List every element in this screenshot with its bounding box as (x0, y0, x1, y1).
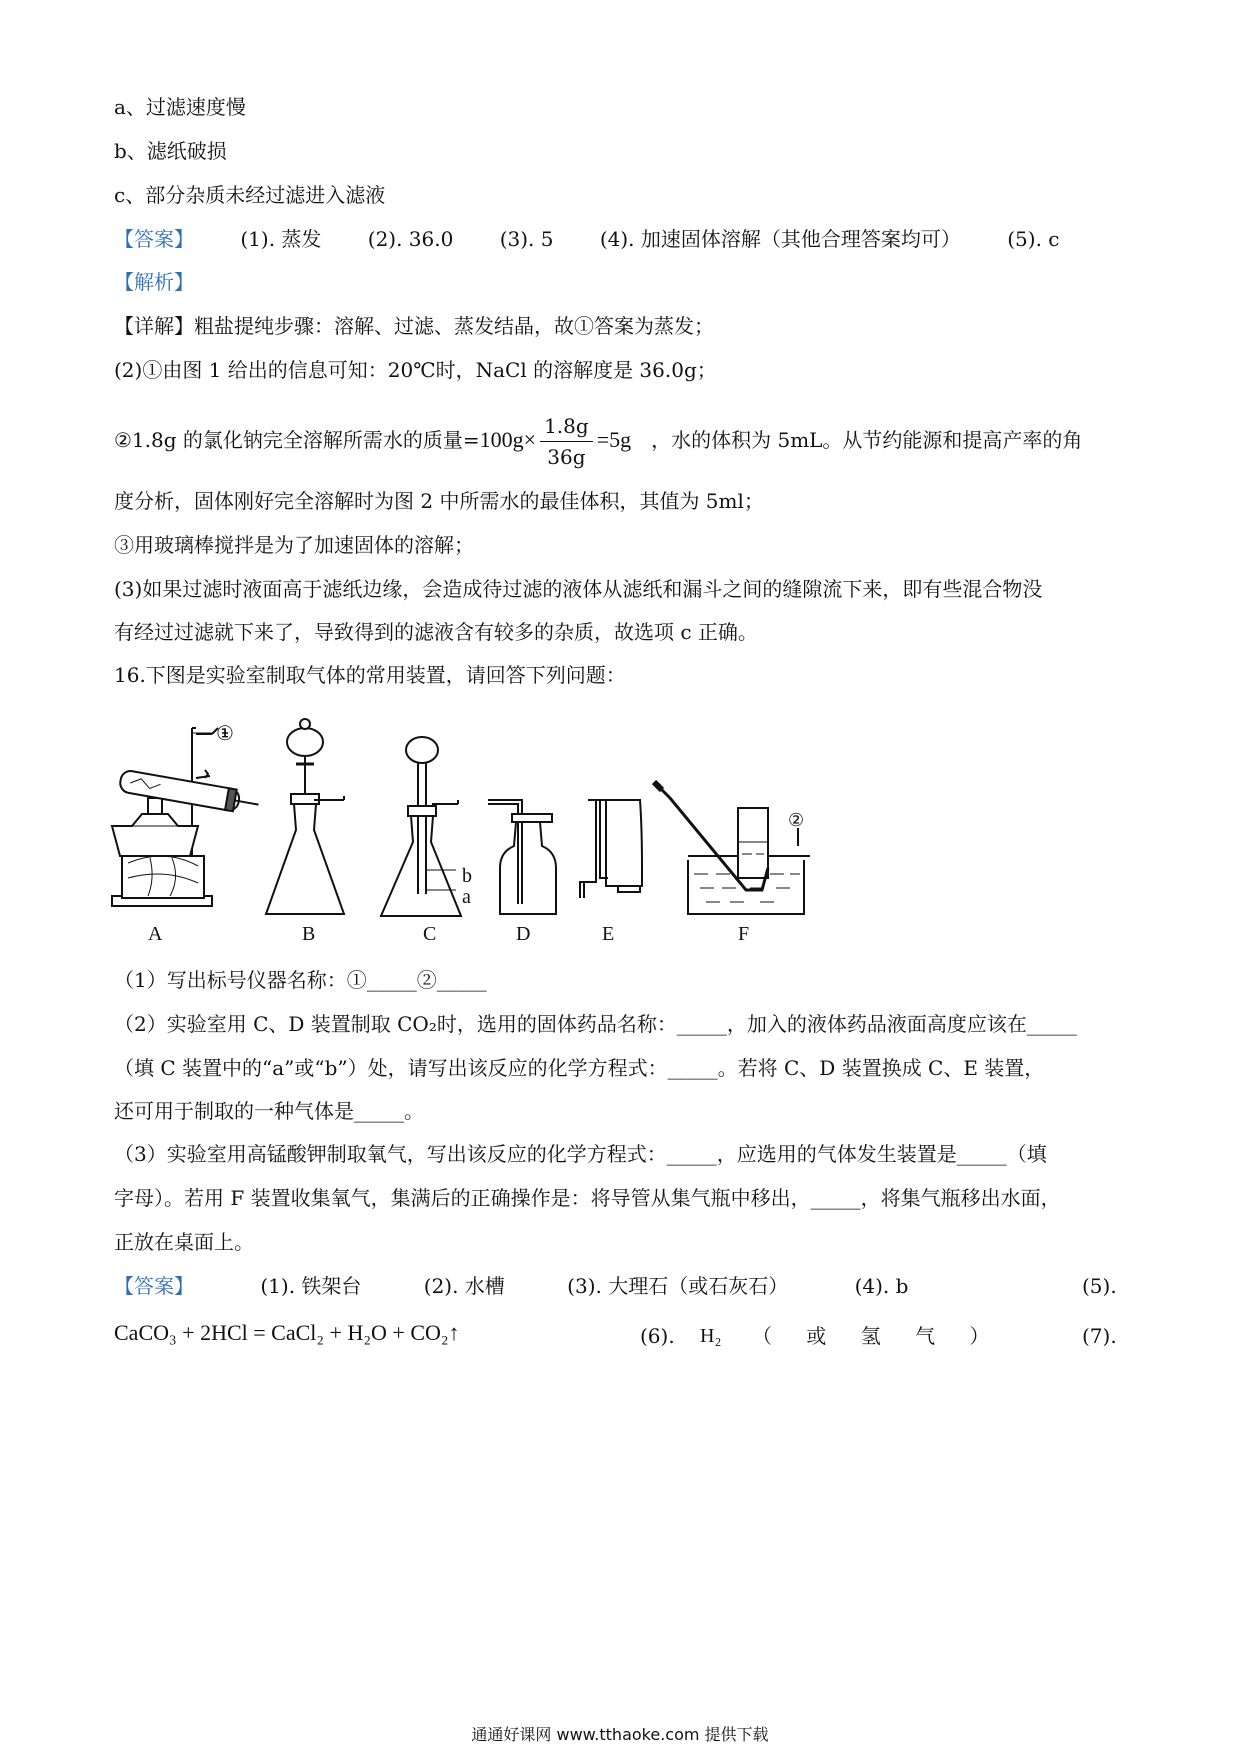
analysis-line: 有经过过滤就下来了，导致得到的滤液含有较多的杂质，故选项 c 正确。 (114, 620, 758, 644)
label-e: E (602, 923, 615, 945)
mark-1: ① (216, 723, 234, 745)
chemical-equation: CaCO₃ + 2HCl = CaCl₂ + H₂O + CO₂↑ (114, 1320, 460, 1345)
answer-part: (2). 水槽 (423, 1274, 505, 1298)
label-f: F (738, 923, 750, 945)
answer-16 (114, 1272, 1114, 1300)
question-16-stem: 16.下图是实验室制取气体的常用装置，请回答下列问题： (114, 663, 626, 687)
analysis-text: ，水的体积为 5mL。从节约能源和提高产率的角 (651, 428, 1083, 452)
apparatus-b (266, 719, 344, 914)
answer-part: (1). 铁架台 (260, 1274, 362, 1298)
answer-part: (3). 大理石（或石灰石） (567, 1274, 789, 1298)
label-d: D (516, 923, 531, 945)
answer-tag: 【答案】 (114, 227, 194, 251)
fraction (540, 411, 593, 472)
answer-part: (4). 加速固体溶解（其他合理答案均可） (599, 227, 961, 251)
option-a: a、过滤速度慢 (114, 95, 246, 119)
mark-a: a (462, 886, 471, 908)
analysis-detail: 【详解】粗盐提纯步骤：溶解、过滤、蒸发结晶，故①答案为蒸发； (114, 314, 714, 338)
mark-b: b (462, 865, 472, 887)
analysis-line: (2)①由图 1 给出的信息可知：20℃时，NaCl 的溶解度是 36.0g； (114, 358, 717, 382)
mark-2: ② (788, 810, 805, 830)
analysis-tag: 【解析】 (114, 270, 194, 294)
option-c: c、部分杂质未经过滤进入滤液 (114, 183, 386, 207)
sub-question-2: （填 C 装置中的“a”或“b”）处，请写出该反应的化学方程式：_____。若将 C、D 装置换成 C、E 装置， (114, 1056, 1045, 1080)
apparatus-e (580, 800, 642, 898)
apparatus-d (488, 800, 556, 914)
sub-question-3: （3）实验室用高锰酸钾制取氧气，写出该反应的化学方程式：_____，应选用的气体发生装置是_____（填 (114, 1142, 1047, 1166)
fraction-denominator: 36g (547, 445, 586, 469)
apparatus-figure (110, 718, 830, 983)
fraction-numerator: 1.8g (540, 411, 593, 442)
label-a: A (148, 923, 163, 945)
answer-part: (3). 5 (499, 227, 554, 251)
formula-right: =5g (596, 427, 632, 452)
analysis-formula-line (114, 410, 1082, 470)
option-b: b、滤纸破损 (114, 139, 227, 163)
sub-question-2: 还可用于制取的一种气体是_____。 (114, 1099, 424, 1123)
answer-tag: 【答案】 (114, 1274, 194, 1298)
apparatus-f (654, 782, 810, 914)
answer-15 (114, 225, 1060, 253)
sub-question-1: （1）写出标号仪器名称：①_____②_____ (114, 968, 487, 992)
answer-part: （ 或 氢 气 ） (752, 1324, 1004, 1348)
sub-question-2: （2）实验室用 C、D 装置制取 CO₂时，选用的固体药品名称：_____，加入的液体药品液面高度应该在_____ (114, 1012, 1077, 1036)
answer-part: H₂ (700, 1325, 722, 1347)
answer-part: (1). 蒸发 (240, 227, 322, 251)
analysis-line: 度分析，固体刚好完全溶解时为图 2 中所需水的最佳体积，其值为 5ml； (114, 489, 764, 513)
analysis-line: ③用玻璃棒搅拌是为了加速固体的溶解； (114, 533, 474, 557)
label-b: B (302, 923, 316, 945)
answer-part: (2). 36.0 (367, 227, 454, 251)
answer-part: (6). (640, 1324, 675, 1348)
sub-question-3: 字母）。若用 F 装置收集氧气，集满后的正确操作是：将导管从集气瓶中移出，_____，将集气瓶移出水面， (114, 1186, 1061, 1210)
answer-part: (5). (1082, 1274, 1117, 1298)
answer-part: (7). (1082, 1324, 1117, 1348)
apparatus-c (381, 737, 472, 916)
analysis-text: ②1.8g 的氯化钠完全溶解所需水的质量= (114, 428, 480, 452)
sub-question-3: 正放在桌面上。 (114, 1230, 254, 1254)
analysis-line: (3)如果过滤时液面高于滤纸边缘，会造成待过滤的液体从滤纸和漏斗之间的缝隙流下来，即有些混合物没 (114, 577, 1043, 601)
formula-left: 100g× (479, 427, 537, 452)
apparatus-a (112, 728, 260, 906)
answer-part: (5). c (1007, 227, 1060, 251)
label-c: C (423, 923, 437, 945)
footer-credit: 通通好课网 www.tthaoke.com 提供下载 (471, 1725, 769, 1744)
answer-part: (4). b (854, 1274, 909, 1298)
